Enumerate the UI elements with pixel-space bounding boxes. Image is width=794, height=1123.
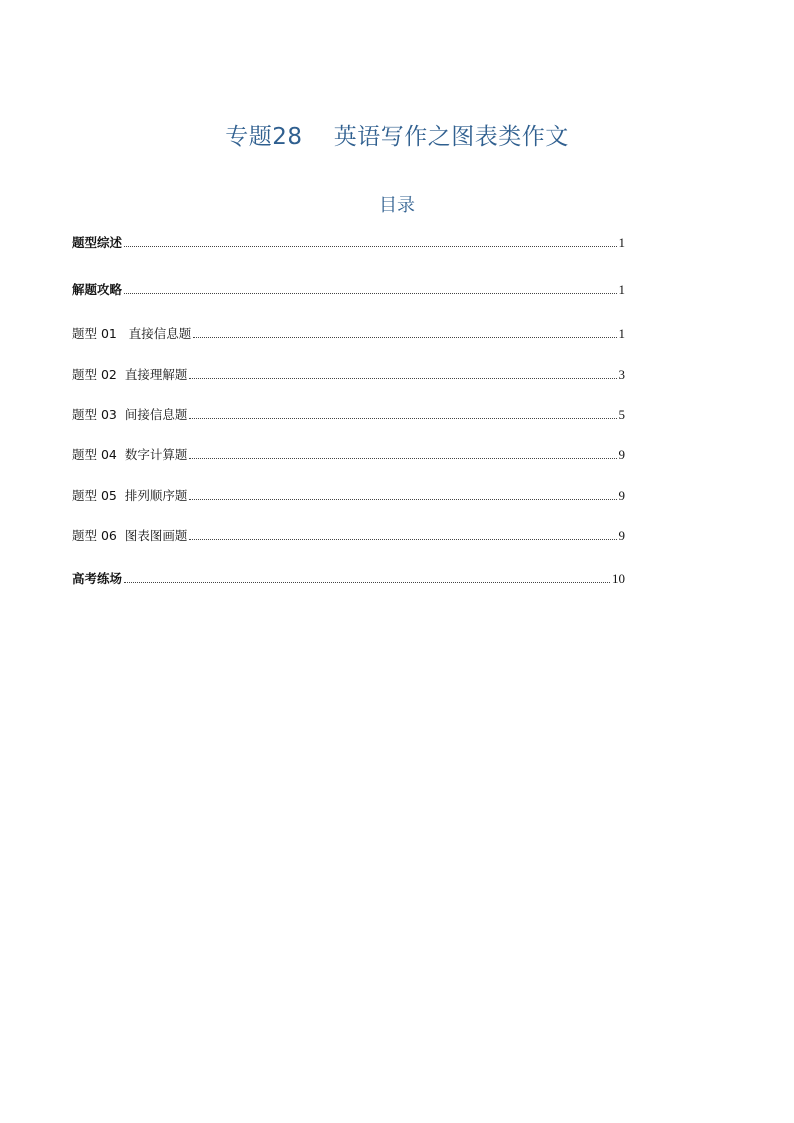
toc-dot-leader	[189, 417, 616, 419]
toc-dot-leader	[189, 377, 616, 379]
toc-entry-label: 题型 04 数字计算题	[72, 447, 188, 462]
toc-entry-strategy[interactable]	[72, 281, 625, 299]
toc-dot-leader	[189, 538, 616, 540]
toc-dot-leader	[193, 336, 616, 338]
toc-entry-label: 高考练场	[72, 571, 123, 586]
toc-entry-type-01[interactable]	[72, 325, 625, 343]
toc-entry-type-06[interactable]	[72, 527, 625, 545]
toc-dot-leader	[124, 581, 610, 583]
toc-entry-label: 题型 06 图表图画题	[72, 528, 188, 543]
toc-entry-page: 9	[618, 488, 625, 503]
document-title: 专题28 英语写作之图表类作文	[225, 124, 569, 150]
toc-entry-label: 题型 03 间接信息题	[72, 407, 188, 422]
toc-entry-page: 10	[612, 571, 625, 586]
toc-entry-page: 1	[618, 326, 625, 341]
toc-entry-page: 9	[618, 447, 625, 462]
toc-dot-leader	[189, 457, 616, 459]
toc-entry-label: 题型综述	[72, 235, 123, 250]
toc-dot-leader	[124, 245, 616, 247]
toc-entry-page: 1	[618, 235, 625, 250]
toc-dot-leader	[124, 292, 616, 294]
toc-entry-label: 解题攻略	[72, 282, 123, 297]
toc-entry-page: 9	[618, 528, 625, 543]
toc-entry-label: 题型 05 排列顺序题	[72, 488, 188, 503]
toc-entry-type-05[interactable]	[72, 487, 625, 505]
toc-entry-label: 题型 01 直接信息题	[72, 326, 192, 341]
toc-entry-overview[interactable]	[72, 234, 625, 252]
toc-entry-type-02[interactable]	[72, 366, 625, 384]
toc-entry-label: 题型 02 直接理解题	[72, 367, 188, 382]
toc-dot-leader	[189, 498, 616, 500]
table-of-contents	[72, 0, 625, 1123]
toc-entry-type-03[interactable]	[72, 406, 625, 424]
toc-entry-type-04[interactable]	[72, 446, 625, 464]
toc-entry-page: 1	[618, 282, 625, 297]
toc-entry-page: 3	[618, 367, 625, 382]
toc-entry-page: 5	[618, 407, 625, 422]
toc-entry-practice[interactable]	[72, 570, 625, 588]
toc-heading: 目录	[379, 195, 415, 216]
